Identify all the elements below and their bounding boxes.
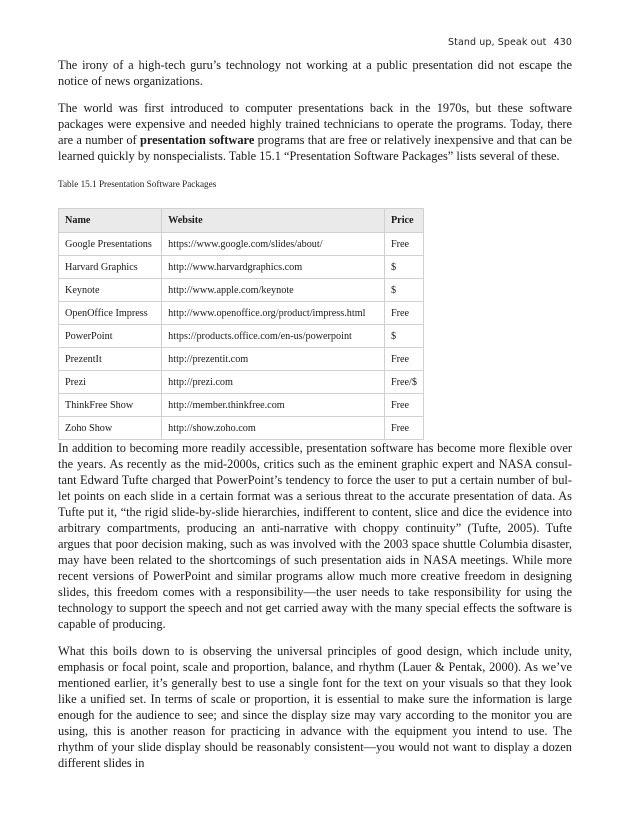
table-row <box>59 233 424 256</box>
cell-website: https://www.google.com/slides/about/ <box>162 233 385 256</box>
cell-name: OpenOffice Impress <box>59 302 162 325</box>
cell-website: http://www.harvardgraphics.com <box>162 256 385 279</box>
cell-website: http://prezi.com <box>162 371 385 394</box>
table-row <box>59 348 424 371</box>
table-header-row <box>59 209 424 233</box>
cell-price: $ <box>384 325 423 348</box>
cell-price: Free <box>384 233 423 256</box>
cell-name: PowerPoint <box>59 325 162 348</box>
paragraph-flexibility: In addition to becoming more readily accessible, presentation software has become more flexible over the years. As recently as the mid-2000s, critics such as the eminent graphic expert and NASA consultant Edward Tufte charged that PowerPoint’s tendency to force the user to put a certain number of bullet points on each slide in a certain format was a serious threat to the accurate presentation of data. As Tufte put it, “the rigid slide-by-slide hierarchies, indifferent to content, slice and dice the evidence into arbitrary compartments, producing an anti-narrative with choppy continuity” (Tufte, 2005). Tufte argues that poor decision making, such as was involved with the 2003 space shuttle Columbia disaster, may have been related to the shortcomings of such presentation aids in NASA meetings. While more recent versions of PowerPoint and similar programs allow much more creative freedom in designing slides, this freedom comes with a responsibility—the user needs to take responsibility for using the technology to support the speech and not get carried away with the many special effects the software is capable of producing. <box>58 441 572 631</box>
cell-price: $ <box>384 279 423 302</box>
cell-name: PrezentIt <box>59 348 162 371</box>
running-header <box>448 37 572 48</box>
paragraph-history <box>58 100 572 164</box>
cell-name: Zoho Show <box>59 417 162 440</box>
cell-price: Free/$ <box>384 371 423 394</box>
column-header-website: Website <box>162 209 385 233</box>
cell-name: ThinkFree Show <box>59 394 162 417</box>
table-row <box>59 302 424 325</box>
cell-price: Free <box>384 348 423 371</box>
cell-website: http://www.apple.com/keynote <box>162 279 385 302</box>
table-row <box>59 417 424 440</box>
table-row <box>59 371 424 394</box>
page-number: 430 <box>553 37 572 48</box>
cell-website: http://member.thinkfree.com <box>162 394 385 417</box>
table-row <box>59 279 424 302</box>
paragraph-irony: The irony of a high-tech guru’s technology not working at a public presentation did not escape the notice of news organizations. <box>58 58 572 88</box>
table-caption: Table 15.1 Presentation Software Packages <box>58 179 217 189</box>
cell-name: Keynote <box>59 279 162 302</box>
page-content <box>58 57 572 771</box>
paragraph-design-principles: What this boils down to is observing the universal principles of good design, which include unity, emphasis or focal point, scale and proportion, balance, and rhythm (Lauer & Pentak, 2000). As we’ve mentioned earlier, it’s generally best to use a single font for the text on your visuals so that they look like a unified set. In terms of scale or proportion, it is essential to make sure the information is large enough for the audience to see; and since the display size may vary according to the monitor you are using, this is another reason for practicing in advance with the equipment you intend to use. The rhythm of your slide display should be reasonably consistent—you would not want to display a dozen different slides in <box>58 644 572 770</box>
cell-website: http://show.zoho.com <box>162 417 385 440</box>
column-header-name: Name <box>59 209 162 233</box>
cell-name: Harvard Graphics <box>59 256 162 279</box>
cell-price: Free <box>384 302 423 325</box>
table-row <box>59 256 424 279</box>
cell-price: $ <box>384 256 423 279</box>
running-title: Stand up, Speak out <box>447 37 547 48</box>
key-term-presentation-software: presentation software <box>139 133 255 147</box>
paragraph-history-end: programs that are free or relatively inexpensive and that can be learned quickly by nonspecialists. Table 15.1 “Presentation Software Packages” lists several of these. <box>58 133 572 163</box>
cell-price: Free <box>384 394 423 417</box>
cell-name: Prezi <box>59 371 162 394</box>
column-header-price: Price <box>384 209 423 233</box>
cell-name: Google Presentations <box>59 233 162 256</box>
software-table <box>58 208 424 440</box>
table-row <box>59 394 424 417</box>
cell-website: http://prezentit.com <box>162 348 385 371</box>
cell-website: https://products.office.com/en-us/powerpoint <box>162 325 385 348</box>
cell-website: http://www.openoffice.org/product/impress.html <box>162 302 385 325</box>
paragraph-history-start: The world was first introduced to computer presentations back in the 1970s, but these software packages were expensive and needed highly trained technicians to operate the programs. Today, there are a number of <box>58 101 572 147</box>
table-row <box>59 325 424 348</box>
cell-price: Free <box>384 417 423 440</box>
